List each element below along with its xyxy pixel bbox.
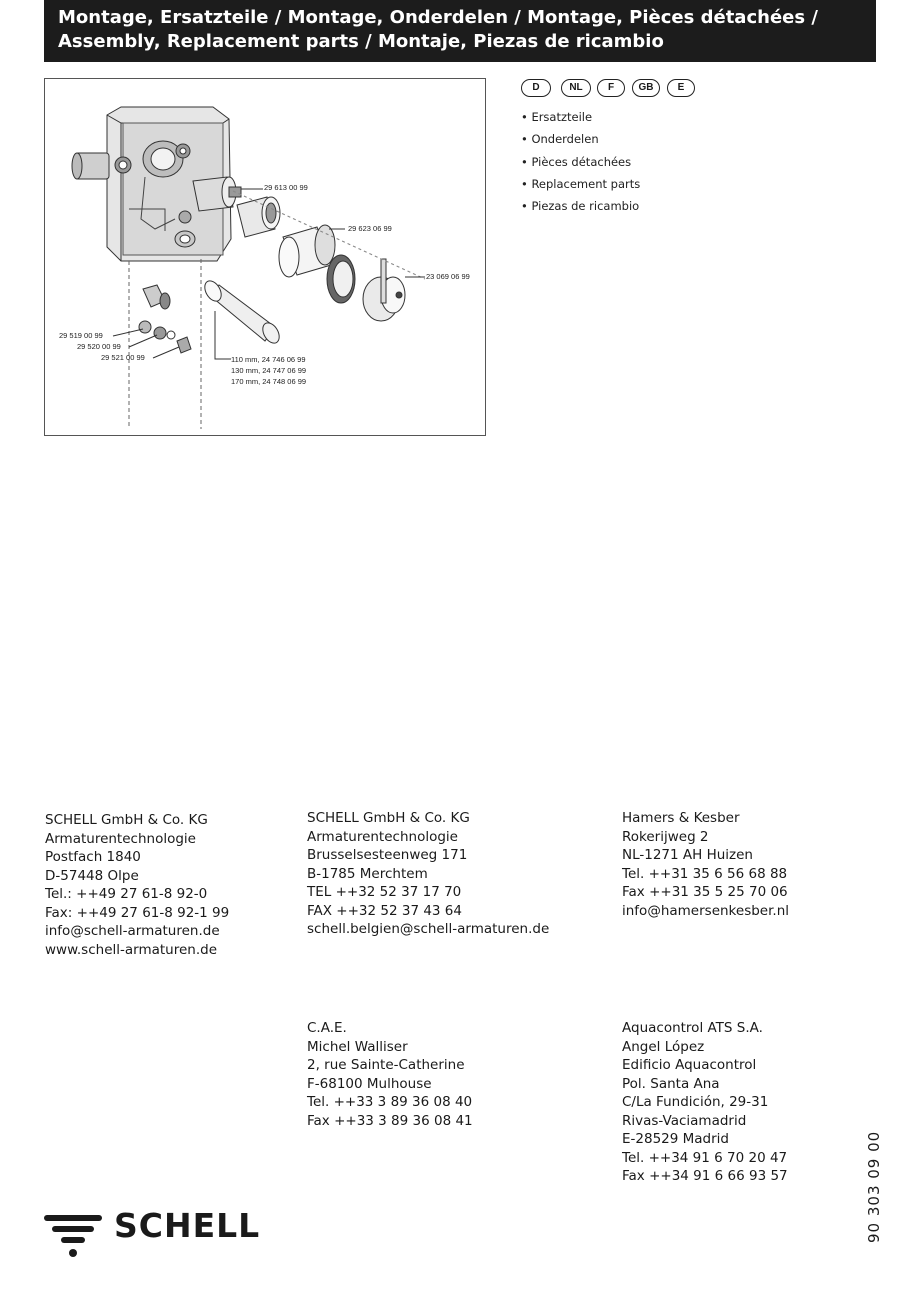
document-number: 90 303 09 00 <box>865 1130 883 1243</box>
list-item: • Ersatzteile <box>521 110 593 124</box>
language-badge-nl: NL <box>561 79 591 97</box>
list-item: • Replacement parts <box>521 176 641 191</box>
part-label-cartridge: 29 613 00 99 <box>264 183 308 192</box>
address-line: SCHELL GmbH & Co. KG <box>307 810 470 826</box>
address-line: C/La Fundición, 29-31 <box>622 1094 769 1110</box>
part-label-length-110: 110 mm, 24 746 06 99 <box>231 355 306 364</box>
address-line: info@hamersenkesber.nl <box>622 902 790 919</box>
header-title-line-1: Montage, Ersatzteile / Montage, Onderdelen / Montage, Pièces détachées / <box>58 7 818 28</box>
address-line: Rivas-Vaciamadrid <box>622 1112 747 1129</box>
address-line: www.schell-armaturen.de <box>45 941 218 958</box>
part-label-check-valve: 29 519 00 99 <box>59 331 103 340</box>
address-line: schell.belgien@schell-armaturen.de <box>307 921 550 937</box>
address-line: Edificio Aquacontrol <box>622 1057 757 1073</box>
address-line: info@schell-armaturen.de <box>45 923 220 939</box>
address-line: C.A.E. <box>307 1020 347 1036</box>
page-header <box>44 0 876 62</box>
part-label-length-130: 130 mm, 24 747 06 99 <box>231 366 307 375</box>
schell-logo-wordmark: SCHELL <box>114 1206 261 1245</box>
address-line: Tel.: ++49 27 61-8 92-0 <box>45 886 208 902</box>
address-schell-germany <box>45 811 229 959</box>
header-title-line-2: Assembly, Replacement parts / Montaje, Piezas de ricambio <box>58 31 664 52</box>
schell-logo <box>44 1206 261 1264</box>
address-line: Fax ++34 91 6 66 93 57 <box>622 1168 788 1184</box>
address-line: Michel Walliser <box>307 1038 408 1055</box>
address-line: Postfach 1840 <box>45 849 141 865</box>
list-item: • Piezas de ricambio <box>521 199 640 214</box>
address-line: Armaturentechnologie <box>45 830 196 847</box>
language-badge-d: D <box>521 79 551 97</box>
address-hamers-kesber <box>622 809 789 920</box>
address-line: F-68100 Mulhouse <box>307 1075 432 1092</box>
part-label-lever: 23 069 06 99 <box>426 272 470 281</box>
address-line: Hamers & Kesber <box>622 810 740 826</box>
address-cae-france <box>307 1019 473 1130</box>
language-badge-e: E <box>667 79 695 97</box>
part-label-extension: 29 623 06 99 <box>348 224 392 233</box>
address-line: Tel. ++34 91 6 70 20 47 <box>622 1149 788 1166</box>
part-label-length-170: 170 mm, 24 748 06 99 <box>231 377 307 386</box>
address-line: TEL ++32 52 37 17 70 <box>307 884 462 900</box>
address-line: 2, rue Sainte-Catherine <box>307 1057 465 1073</box>
address-line: Armaturentechnologie <box>307 828 458 845</box>
part-label-plug: 29 521 00 99 <box>101 353 145 362</box>
address-line: B-1785 Merchtem <box>307 865 428 882</box>
address-line: Angel López <box>622 1038 705 1055</box>
address-line: Fax ++33 3 89 36 08 41 <box>307 1112 473 1129</box>
address-schell-belgium <box>307 809 549 939</box>
address-line: Tel. ++31 35 6 56 68 88 <box>622 865 788 882</box>
parts-list <box>521 106 640 217</box>
address-line: E-28529 Madrid <box>622 1131 729 1147</box>
address-line: Rokerijweg 2 <box>622 828 709 845</box>
address-line: Fax ++31 35 5 25 70 06 <box>622 884 788 900</box>
language-badge-gb: GB <box>632 79 660 97</box>
address-aquacontrol-spain <box>622 1019 788 1186</box>
address-line: Tel. ++33 3 89 36 08 40 <box>307 1094 473 1110</box>
list-item: • Onderdelen <box>521 132 599 147</box>
address-line: Fax: ++49 27 61-8 92-1 99 <box>45 904 230 921</box>
list-item: • Pièces détachées <box>521 154 632 169</box>
address-line: NL-1271 AH Huizen <box>622 847 753 863</box>
part-label-seal: 29 520 00 99 <box>77 342 121 351</box>
address-line: D-57448 Olpe <box>45 867 139 884</box>
address-line: Pol. Santa Ana <box>622 1075 720 1092</box>
schell-logo-mark-icon <box>44 1212 104 1260</box>
assembly-drawing <box>44 78 486 436</box>
address-line: Brusselsesteenweg 171 <box>307 847 468 863</box>
address-line: Aquacontrol ATS S.A. <box>622 1020 763 1036</box>
language-badge-f: F <box>597 79 625 97</box>
address-line: SCHELL GmbH & Co. KG <box>45 812 208 828</box>
address-line: FAX ++32 52 37 43 64 <box>307 902 462 919</box>
